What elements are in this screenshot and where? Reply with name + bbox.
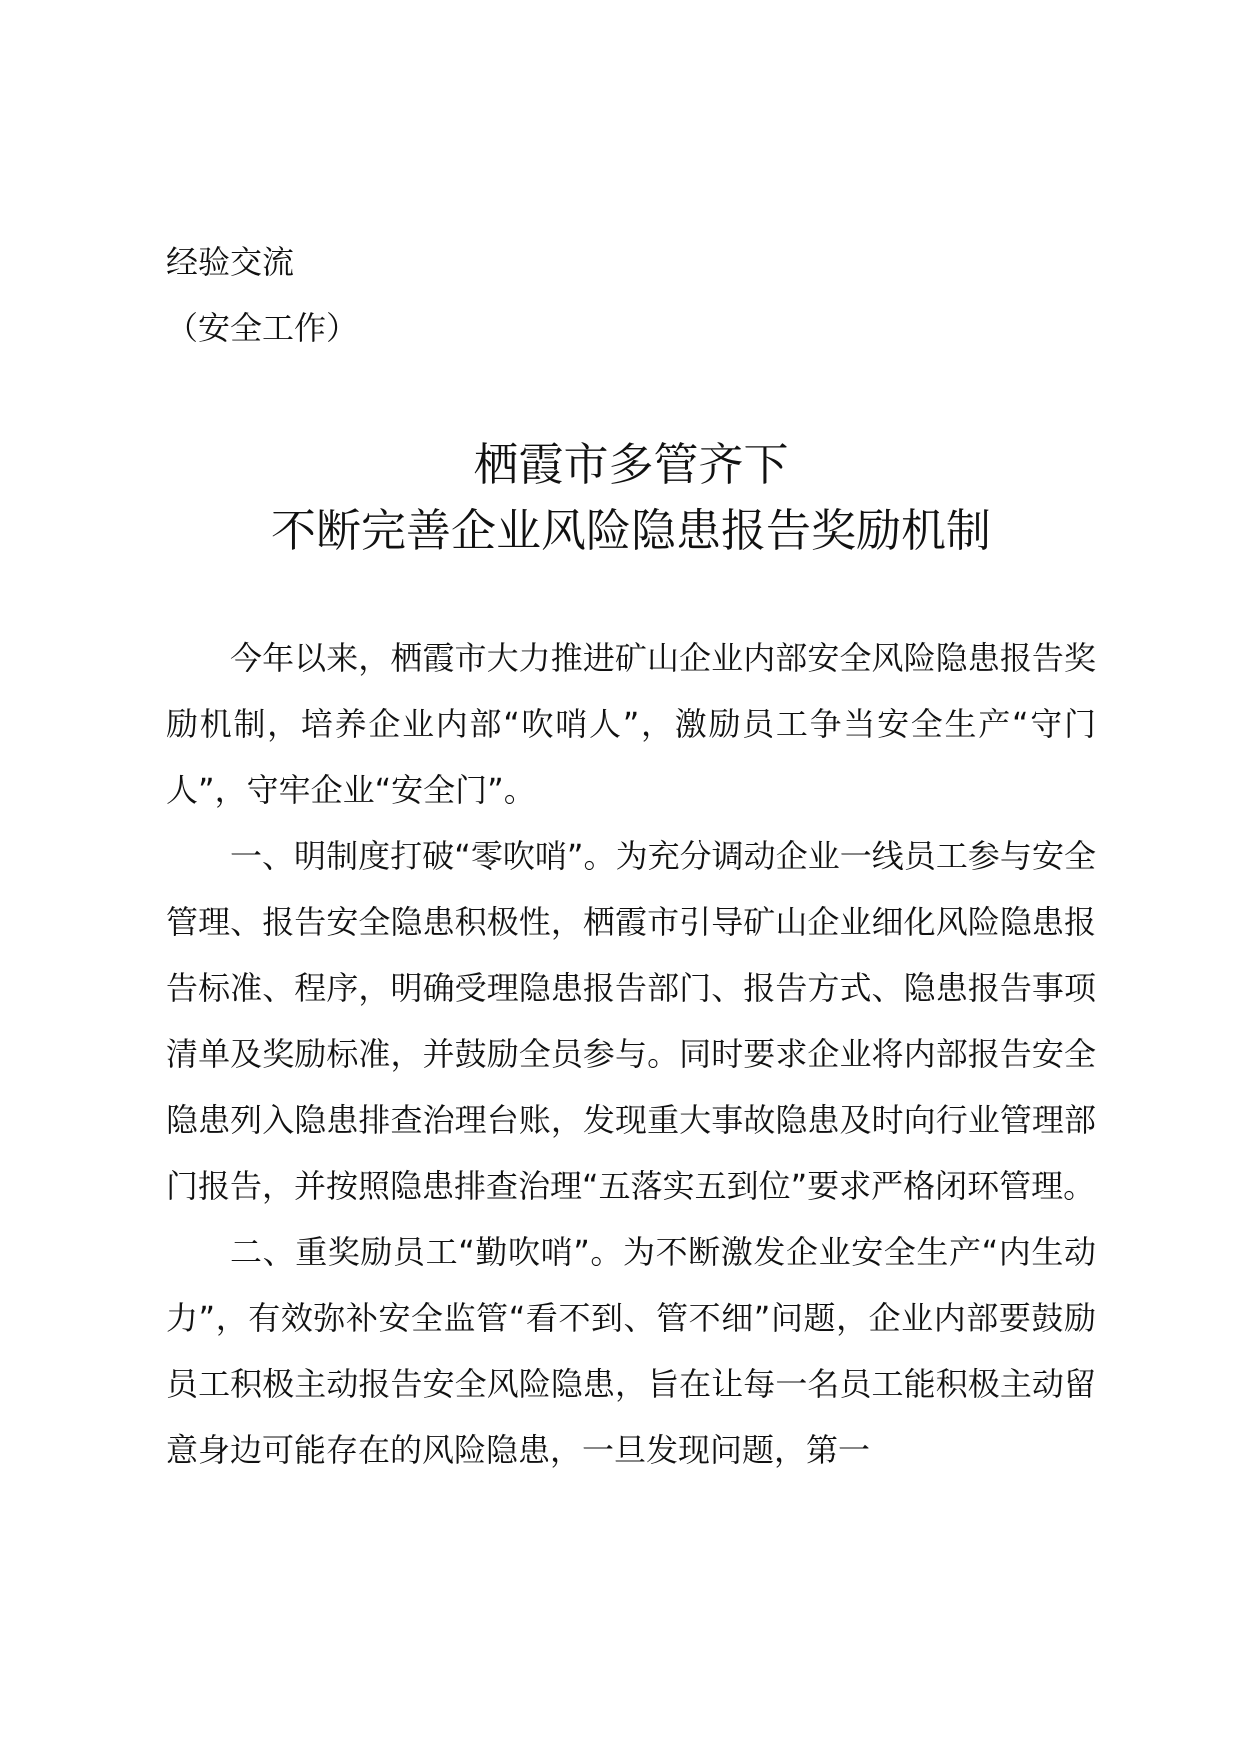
paragraph-heading: 二、重奖励员工“勤吹哨”。 (230, 1233, 623, 1271)
paragraph-text: 为充分调动企业一线员工参与安全管理、报告安全隐患积极性，栖霞市引导矿山企业细化风险隐患报告标准、程序，明确受理隐患报告部门、报告方式、隐患报告事项清单及奖励标准，并鼓励全员参与。同时要求企业将内部报告安全隐患列入隐患排查治理台账，发现重大事故隐患及时向行业管理部门报告，并按照隐患排查治理“五落实五到位”要求严格闭环管理。 (166, 837, 1096, 1205)
paragraph-text: 为不断激发企业安全生产“内生动力”，有效弥补安全监管“看不到、管不细”问题，企业内部要鼓励员工积极主动报告安全风险隐患，旨在让每一名员工能积极主动留意身边可能存在的风险隐患，一旦发现问题，第一 (166, 1233, 1096, 1469)
title-line-2: 不断完善企业风险隐患报告奖励机制 (270, 504, 991, 557)
paragraph-heading: 一、明制度打破“零吹哨”。 (230, 837, 616, 875)
paragraph-section-1 (166, 823, 1096, 1219)
document-body (166, 625, 1096, 1483)
paragraph-intro (166, 625, 1096, 823)
title-line-1: 栖霞市多管齐下 (473, 438, 789, 491)
paragraph-text: 今年以来，栖霞市大力推进矿山企业内部安全风险隐患报告奖励机制，培养企业内部“吹哨人”，激励员工争当安全生产“守门人”，守牢企业“安全门”。 (166, 639, 1096, 809)
document-category: 经验交流 (166, 243, 295, 281)
paragraph-section-2 (166, 1219, 1096, 1483)
document-subcategory: （安全工作） (166, 309, 359, 347)
document-title (166, 432, 1096, 564)
